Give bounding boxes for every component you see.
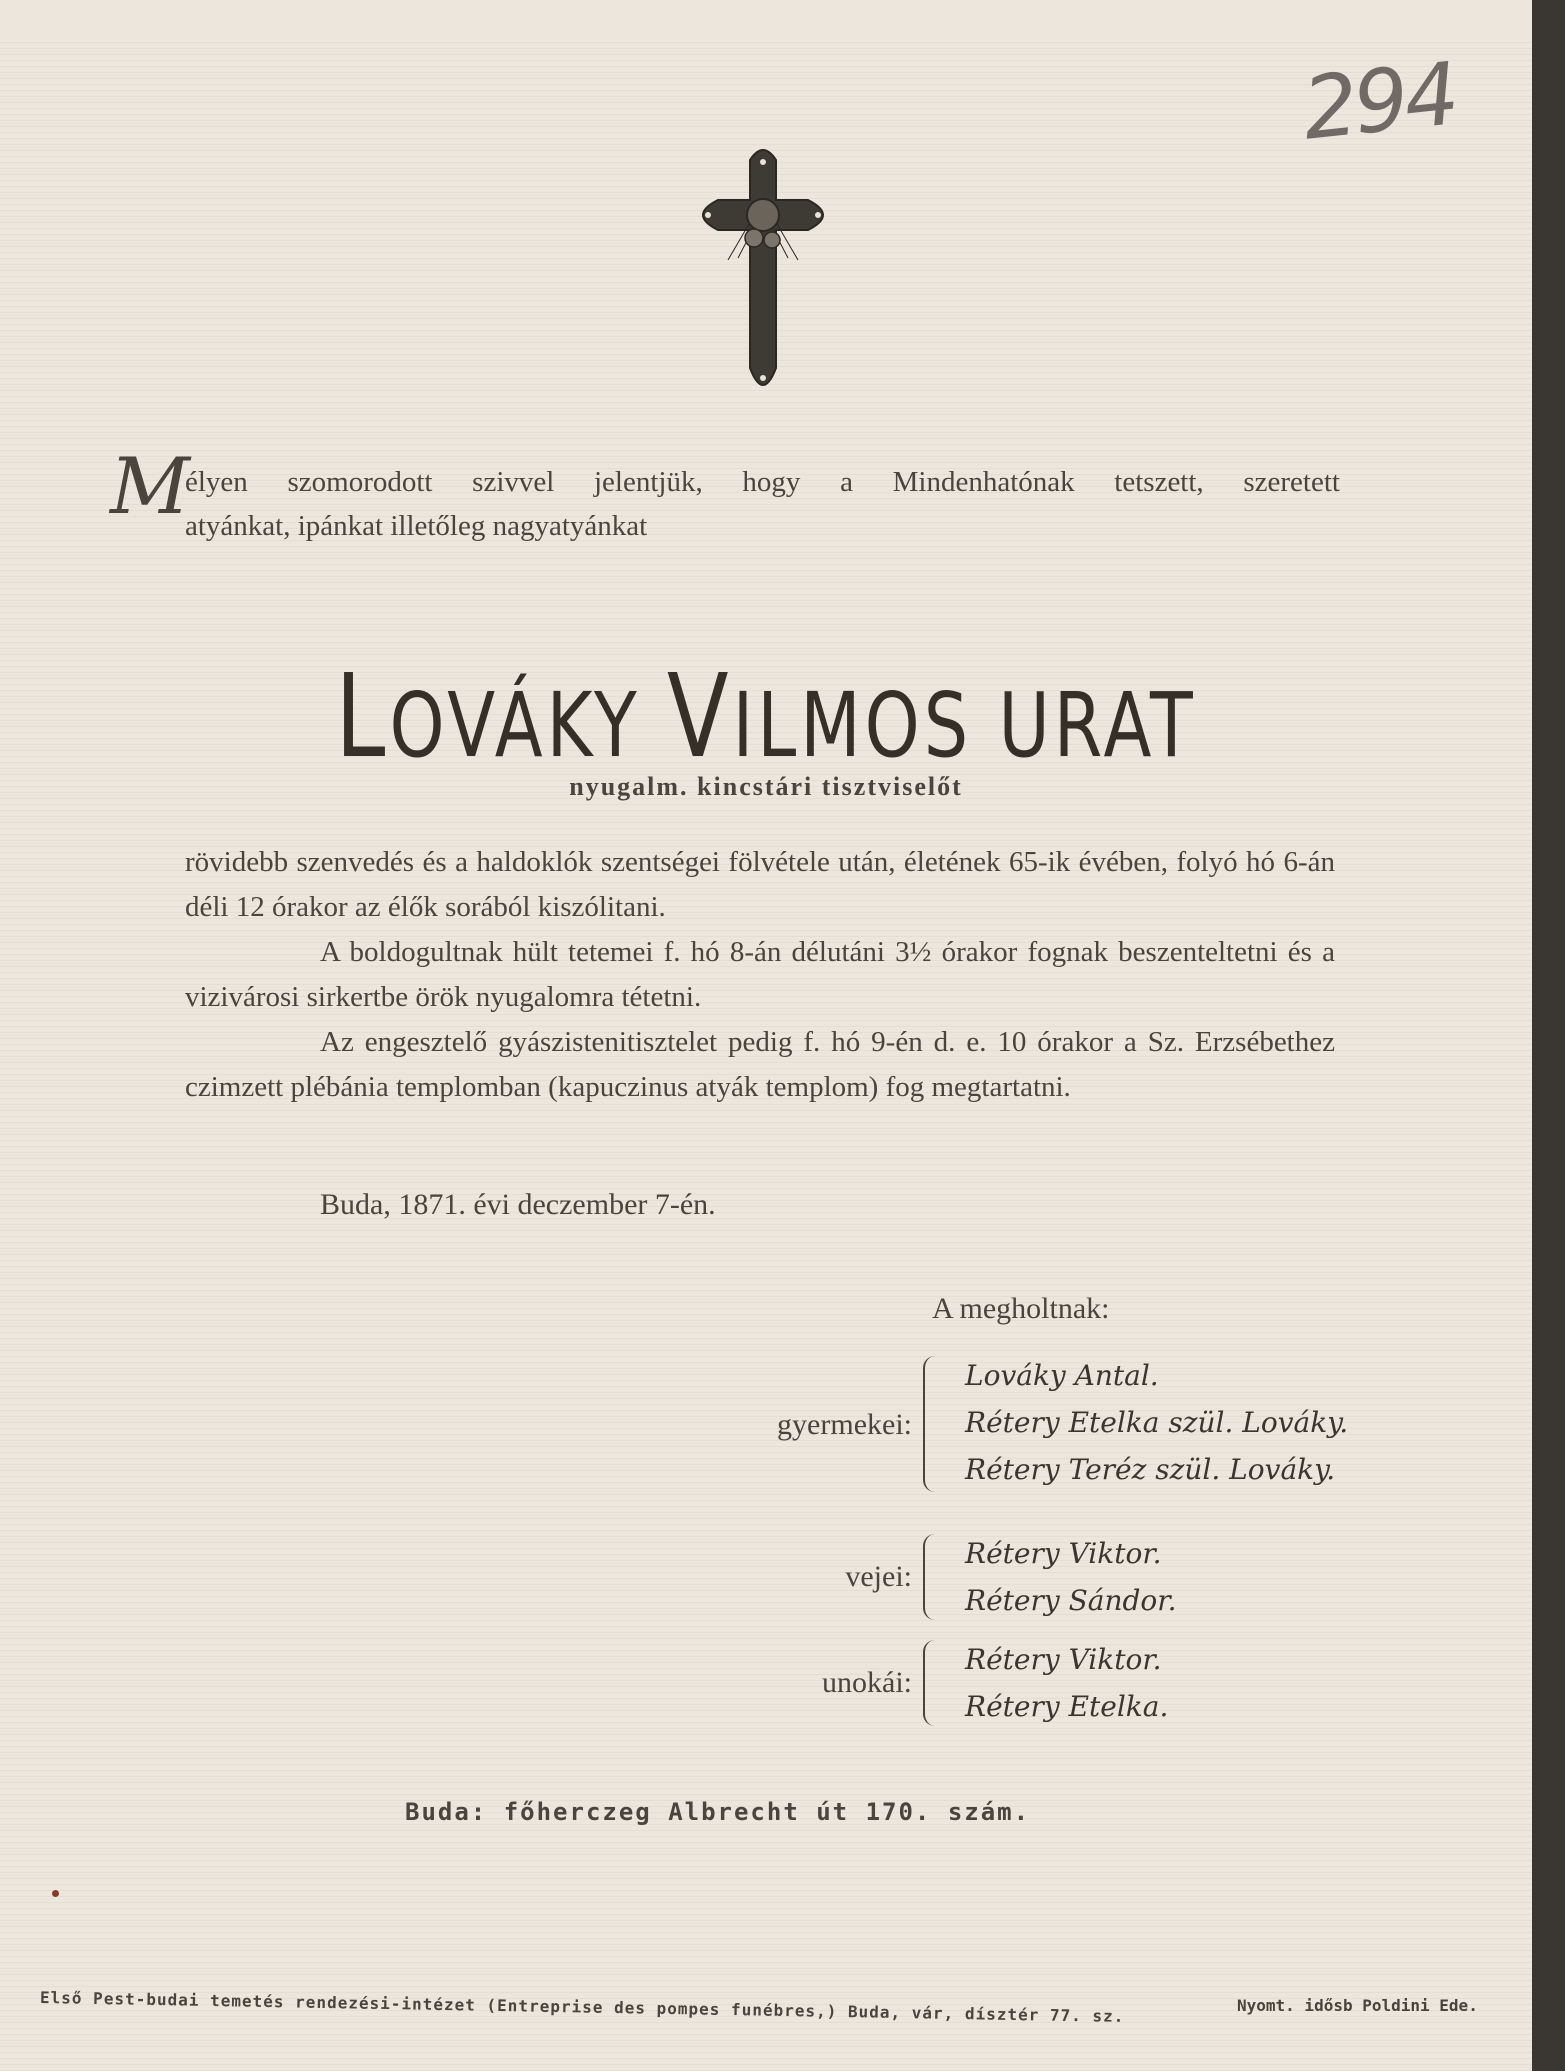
handwritten-page-number: 294 — [1298, 44, 1460, 160]
intro-line-1: élyen szomorodott szivvel jelentjük, hogy a Mindenhatónak tetszett, szeretett — [185, 466, 1340, 498]
group-names — [965, 1352, 1348, 1493]
printer-imprint: Nyomt. idősb Poldini Ede. — [1237, 1996, 1478, 2015]
brace-icon — [923, 1640, 947, 1726]
mourner-name: Rétery Etelka szül. Lováky. — [965, 1406, 1349, 1439]
mourner-name: Rétery Viktor. — [965, 1643, 1162, 1676]
group-label: unokái: — [822, 1666, 912, 1699]
deceased-name: LOVÁKY VILMOS URAT — [335, 650, 1197, 785]
mourner-name: Lováky Antal. — [965, 1359, 1159, 1392]
address-line: Buda: főherczeg Albrecht út 170. szám. — [405, 1798, 1031, 1826]
mourner-name: Rétery Etelka. — [965, 1690, 1169, 1723]
cross-icon — [688, 140, 838, 408]
group-names — [965, 1636, 1168, 1730]
dropcap: M — [110, 442, 190, 532]
brace-icon — [923, 1534, 947, 1620]
deceased-title: nyugalm. kincstári tisztviselőt — [569, 772, 963, 801]
group-names — [965, 1530, 1176, 1624]
intro-line-2: atyánkat, ipánkat illetőleg nagyatyánkat — [185, 510, 648, 542]
mourner-name: Rétery Sándor. — [965, 1584, 1177, 1617]
announcement-body — [185, 840, 1335, 1110]
brace-icon — [923, 1356, 947, 1492]
paragraph: rövidebb szenvedés és a haldoklók szentségei fölvétele után, életének 65-ik évében, folyó hó 6-án déli 12 órakor az élők sorából kiszólitani. — [185, 846, 1335, 923]
group-label: vejei: — [845, 1560, 912, 1593]
intro-text — [110, 442, 1340, 548]
paper-top-edge — [0, 0, 1532, 40]
mourner-name: Rétery Viktor. — [965, 1537, 1162, 1570]
paragraph: Az engesztelő gyászistenitisztelet pedig f. hó 9-én d. e. 10 órakor a Sz. Erzsébethez czimzett plébánia templomban (kapuczinus atyák templom) fog megtartatni. — [185, 1026, 1335, 1103]
paragraph: A boldogultnak hült tetemei f. hó 8-án délutáni 3½ órakor fognak beszenteltetni és a vizivárosi sirkertbe örök nyugalomra tétetni. — [185, 936, 1335, 1013]
mourner-name: Rétery Teréz szül. Lováky. — [965, 1453, 1336, 1486]
group-label: gyermekei: — [777, 1408, 912, 1441]
mourners-heading: A megholtnak: — [932, 1292, 1110, 1325]
date-line: Buda, 1871. évi deczember 7-én. — [320, 1188, 716, 1221]
ink-spot — [52, 1890, 59, 1897]
funeral-home-imprint: Első Pest-budai temetés rendezési-intézet (Entreprise des pompes funébres,) Buda, vár, dísztér 77. sz. — [39, 1988, 1125, 2026]
